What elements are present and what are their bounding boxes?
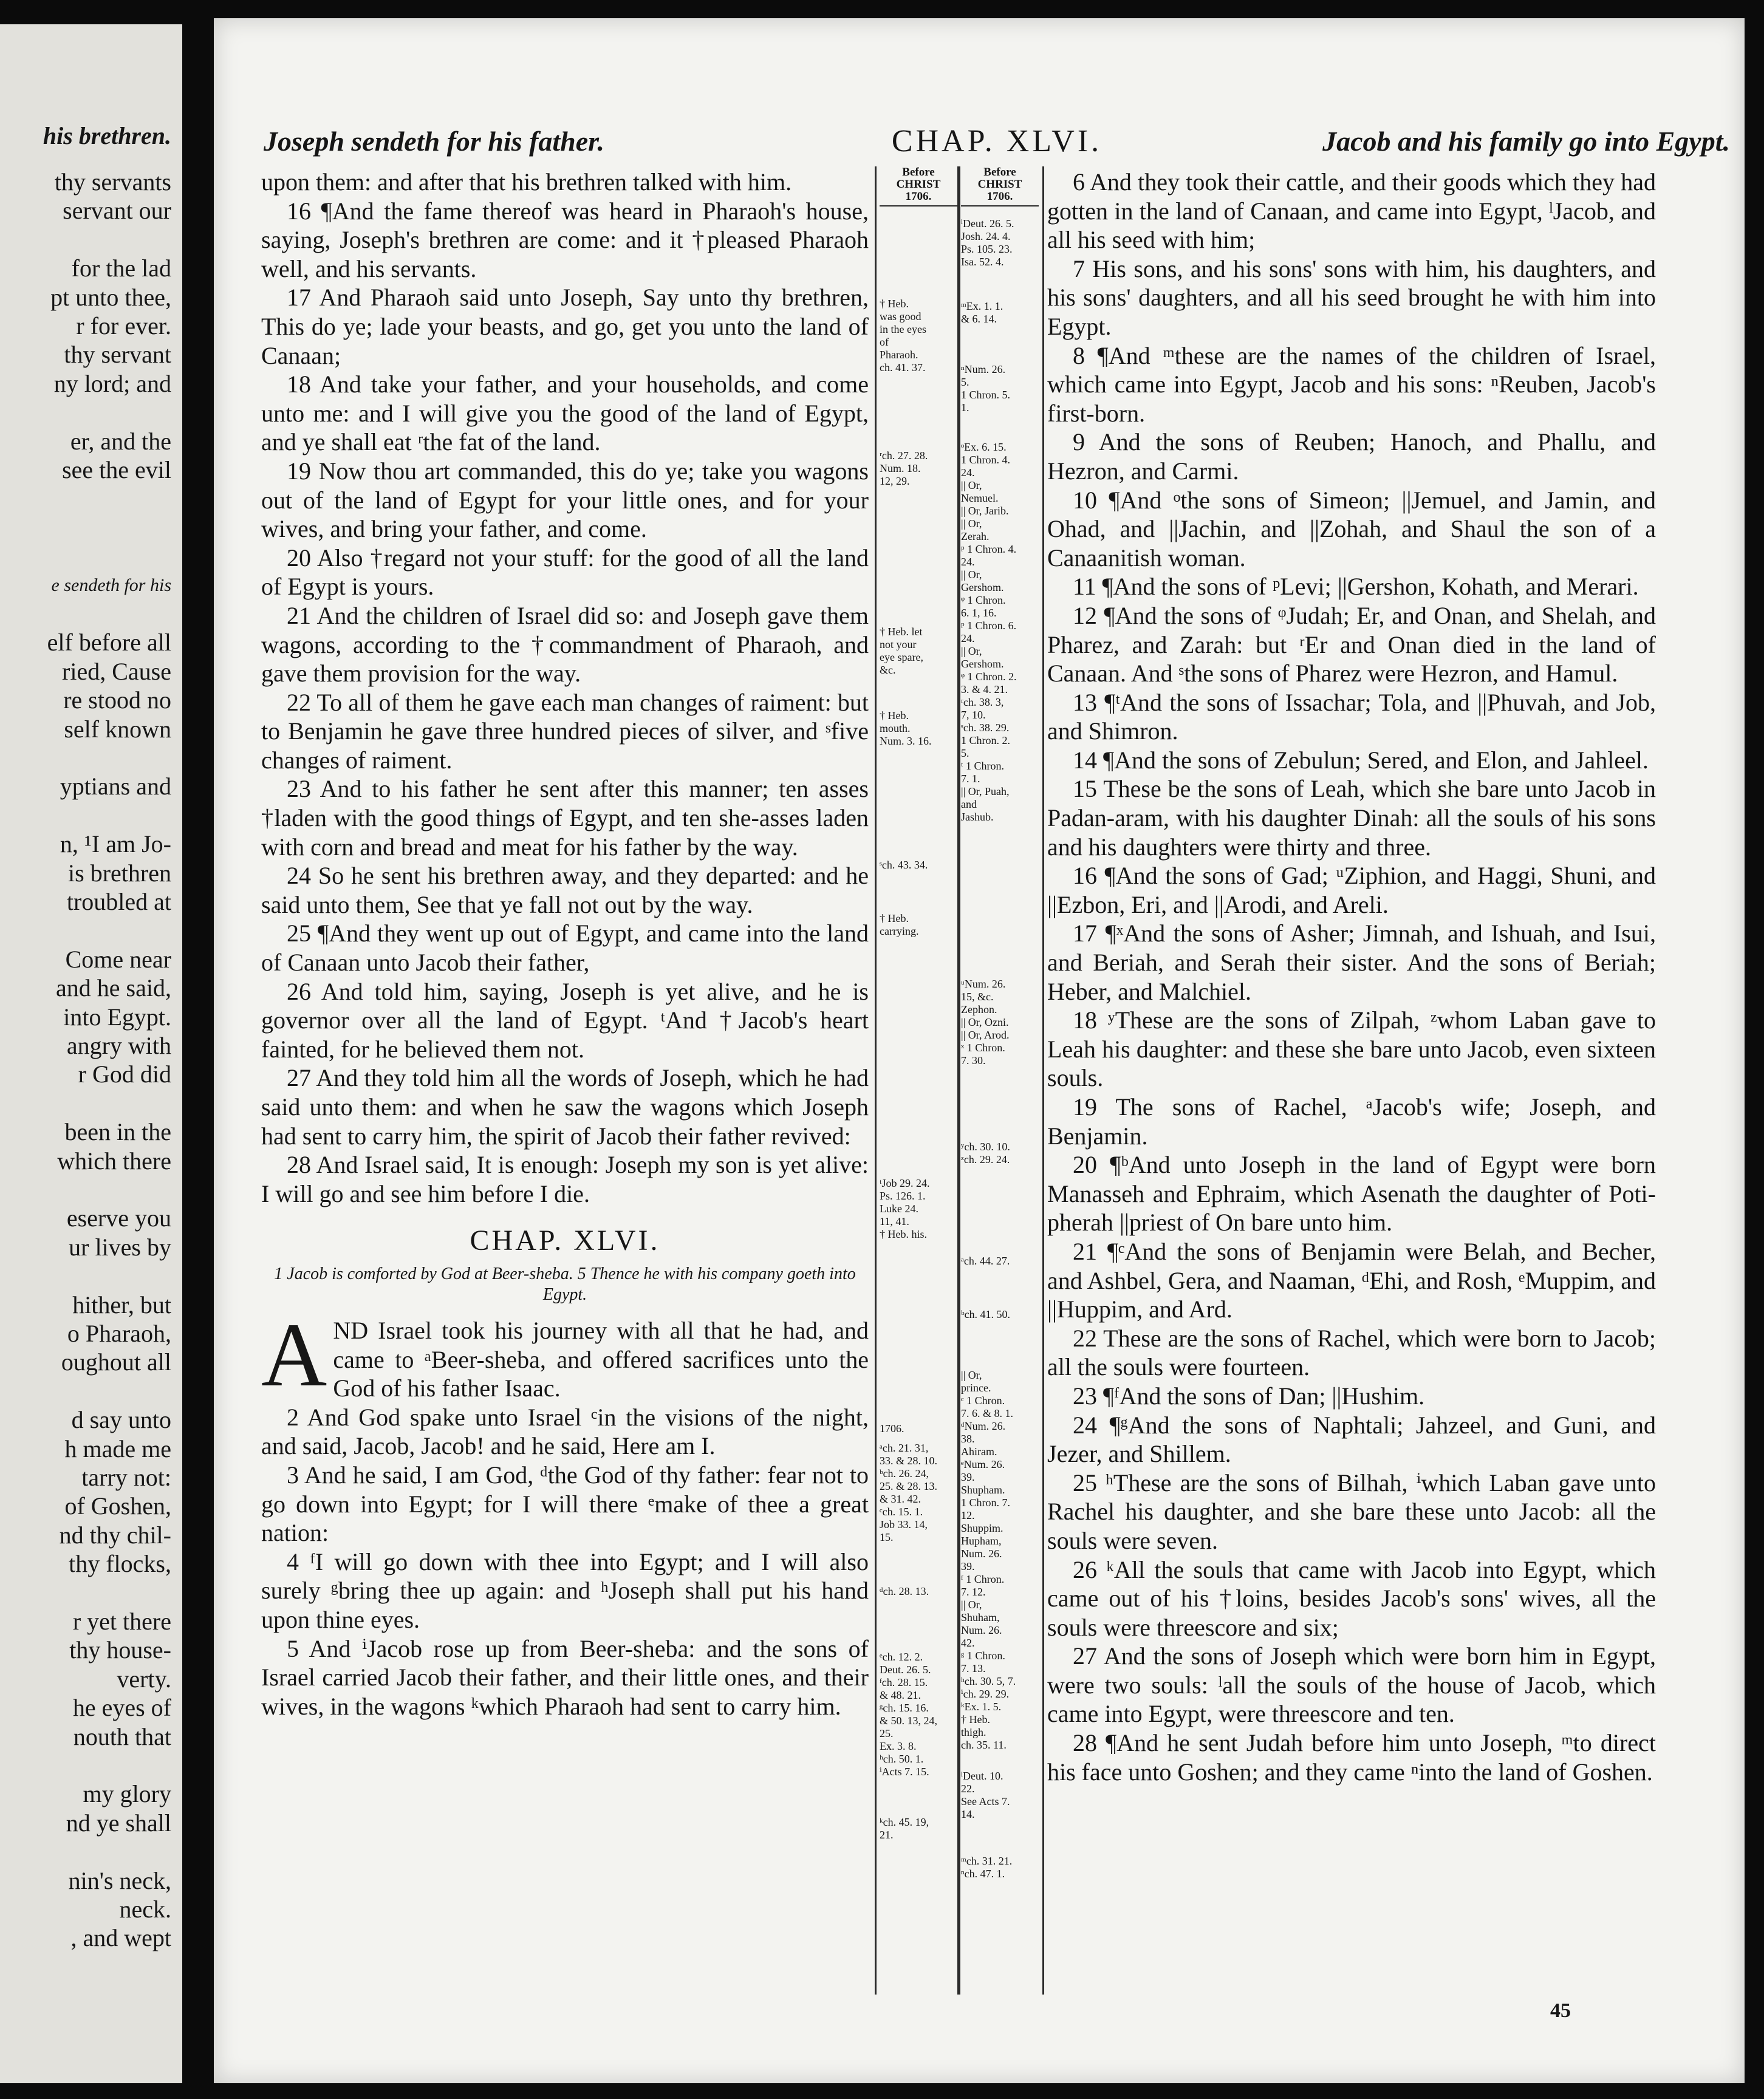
margin-header-year: 1706. — [986, 190, 1013, 203]
verse: 19 Now thou art commanded, this do ye; take you wagons out of the land of Egypt for your little ones, and for your wives, and bring your father, and come. — [261, 457, 869, 543]
chapter-heading: CHAP. XLVI. — [470, 1224, 660, 1257]
verse: 18 And take your father, and your households, and come unto me: and I will give you the good of the land of Egypt, and ye shall eat ʳthe fat of the land. — [261, 370, 869, 456]
margin-header — [880, 166, 957, 206]
drop-cap: A — [261, 1304, 327, 1405]
margin-reference: ᵏch. 45. 19, 21. — [880, 1816, 929, 1841]
page-number: 45 — [1550, 1999, 1571, 2022]
previous-page-line: troubled at — [66, 888, 171, 915]
margin-header-year: 1706. — [905, 190, 932, 203]
previous-page-line: eserve you — [66, 1204, 171, 1232]
column-rule — [875, 166, 877, 1995]
margin-reference: ʳch. 27. 28. Num. 18. 12, 29. — [880, 449, 928, 487]
verse: 9 And the sons of Reuben; Hanoch, and Phallu, and Hezron, and Carmi. — [1047, 428, 1656, 485]
verse: 7 His sons, and his sons' sons with him, his daughters, and his sons' daughters, and all his seed brought he with him into Egypt. — [1047, 254, 1656, 340]
verse-1 — [261, 1304, 869, 1405]
bible-page — [214, 18, 1745, 2083]
margin-reference: ᵃch. 21. 31, 33. & 28. 10. ᵇch. 26. 24, 25. & 28. 13. & 31. 42. ᶜch. 15. 1. Job 33. 14, 15. — [880, 1442, 938, 1543]
previous-page-line: Come near — [65, 946, 171, 973]
previous-page-line: nin's neck, — [68, 1867, 171, 1894]
previous-page-line: e sendeth for his — [51, 575, 171, 595]
verse-continuation: upon them: and after that his brethren talked with him. — [261, 168, 792, 196]
previous-page-line: ried, Cause — [62, 658, 171, 685]
verse: 16 ¶And the fame thereof was heard in Pharaoh's house, saying, Joseph's brethren are come: and it †pleased Pharaoh well, and his servants. — [261, 197, 869, 282]
previous-page-line: , and wept — [70, 1924, 171, 1951]
margin-references-left — [880, 166, 957, 1995]
verse: 26 And told him, saying, Joseph is yet alive, and he is governor over all the land of Egypt. ᵗAnd †Jacob's heart fainted, for he believed them not. — [261, 977, 869, 1063]
margin-reference: ᵐEx. 1. 1. & 6. 14. — [961, 300, 1003, 325]
previous-page-line: d say unto — [71, 1406, 171, 1433]
verse: 18 ʸThese are the sons of Zilpah, ᶻwhom Laban gave to Leah his daughter: and these she bare unto Jacob, even sixteen souls. — [1047, 1006, 1656, 1092]
running-head-right: Jacob and his family go into Egypt. — [1322, 126, 1730, 157]
verse: 15 These be the sons of Leah, which she bare unto Jacob in Padan-aram, with his daughter Dinah: all the souls of his sons and his daughters were thirty and three. — [1047, 775, 1656, 861]
verse-list — [261, 1403, 869, 1721]
previous-page-line: tarry not: — [81, 1464, 171, 1491]
verse: 4 ᶠI will go down with thee into Egypt; and I will also surely ᵍbring thee up again: and ʰJoseph shall put his hand upon thine eyes. — [261, 1548, 869, 1633]
previous-page-line: pt unto thee, — [50, 284, 171, 311]
margin-reference: 1706. — [880, 1422, 904, 1435]
previous-page-line: which there — [57, 1147, 171, 1175]
verse: 25 ¶And they went up out of Egypt, and came into the land of Canaan unto Jacob their father, — [261, 920, 869, 977]
margin-reference: || Or, prince. ᶜ 1 Chron. 7. 6. & 8. 1. ᵈNum. 26. 38. Ahiram. ᵉNum. 26. 39. Shupham. 1 Chron. 7. 12. Shuppim. Hupham, Num. 26. 39. ᶠ 1 Chron. 7. 12. || Or, Shuham, Num. 26. 42. ᵍ 1 Chron. 7. 13. ʰch. 30. 5, 7. ⁱch. 29. 29. ᵏEx. 1. 5. † Heb. thigh. ch. 35. 11. — [961, 1369, 1016, 1751]
verse: 21 And the children of Israel did so: and Joseph gave them wagons, according to the †commandment of Pharaoh, and gave them provision for the way. — [261, 601, 869, 688]
verse: 8 ¶And ᵐthese are the names of the children of Israel, which came into Egypt, Jacob and his sons: ⁿReuben, Jacob's first-born. — [1047, 341, 1656, 427]
verse: 23 And to his father he sent after this manner; ten asses †laden with the good things of Egypt, and ten she-asses laden with corn and bread and meat for his father by the way. — [261, 775, 869, 861]
margin-reference: † Heb. let not your eye spare, &c. — [880, 626, 923, 676]
previous-page-line: er, and the — [70, 428, 171, 455]
margin-reference: ᵘNum. 26. 15, &c. Zephon. || Or, Ozni. || Or, Arod. ˣ 1 Chron. 7. 30. — [961, 978, 1010, 1067]
previous-page-line: nouth that — [73, 1723, 171, 1750]
verse: 28 And Israel said, It is enough: Joseph my son is yet alive: I will go and see him before I die. — [261, 1151, 869, 1207]
previous-page-line: of Goshen, — [64, 1492, 171, 1520]
margin-reference: ᵗJob 29. 24. Ps. 126. 1. Luke 24. 11, 41. † Heb. his. — [880, 1177, 930, 1240]
verse: 27 And they told him all the words of Joseph, which he had said unto them: and when he saw the wagons which Joseph had sent to carry him, the spirit of Jacob their father revived: — [261, 1064, 869, 1150]
previous-page-line: see the evil — [62, 456, 171, 483]
previous-page-line: my glory — [83, 1780, 171, 1807]
verse: 12 ¶And the sons of ᵠJudah; Er, and Onan, and Shelah, and Pharez, and Zarah: but ʳEr and Onan died in the land of Canaan. And ˢthe sons of Pharez were Hezron, and Hamul. — [1047, 601, 1656, 688]
previous-page-line: hither, but — [72, 1291, 171, 1319]
previous-page-line: into Egypt. — [63, 1003, 171, 1031]
previous-page-line: nd thy chil- — [59, 1521, 171, 1549]
previous-page-line: o Pharaoh, — [67, 1320, 171, 1347]
margin-reference: † Heb. carrying. — [880, 912, 919, 937]
verse: 13 ¶ᵗAnd the sons of Issachar; Tola, and ||Phuvah, and Job, and Shimron. — [1047, 688, 1656, 745]
previous-page-line: thy flocks, — [69, 1550, 171, 1577]
verse: 17 And Pharaoh said unto Joseph, Say unto thy brethren, This do ye; lade your beasts, and go, get you unto the land of Canaan; — [261, 284, 869, 369]
previous-page-line: r yet there — [72, 1608, 171, 1635]
verse: 19 The sons of Rachel, ᵃJacob's wife; Joseph, and Benjamin. — [1047, 1093, 1656, 1150]
previous-page-line: oughout all — [61, 1348, 171, 1376]
previous-page-line: is brethren — [68, 859, 171, 887]
verse: 26 ᵏAll the souls that came with Jacob into Egypt, which came out of his †loins, besides Jacob's sons' wives, all the souls were threescore and six; — [1047, 1555, 1656, 1641]
verse: 28 ¶And he sent Judah before him unto Joseph, ᵐto direct his face unto Goshen; and they came ⁿinto the land of Goshen. — [1047, 1729, 1656, 1786]
verse: 27 And the sons of Joseph which were born him in Egypt, were two souls: ˡall the souls of the house of Jacob, which came into Egypt, were threescore and ten. — [1047, 1642, 1656, 1728]
previous-page-line: angry with — [66, 1032, 171, 1059]
previous-page-line: re stood no — [63, 686, 171, 714]
previous-page-line: h made me — [64, 1435, 171, 1462]
right-text-column — [1047, 168, 1656, 1786]
previous-page-line: self known — [64, 715, 171, 743]
previous-page-line: r for ever. — [76, 312, 171, 340]
running-head-left: Joseph sendeth for his father. — [264, 126, 605, 157]
previous-page-line: and he said, — [56, 974, 171, 1002]
previous-page-line: r God did — [78, 1060, 171, 1088]
previous-page-line: elf before all — [47, 629, 171, 656]
running-head-chapter: CHAP. XLVI. — [891, 124, 1102, 159]
margin-header-label: Before CHRIST — [977, 166, 1022, 191]
verse: 3 And he said, I am God, ᵈthe God of thy father: fear not to go down into Egypt; for I will there ᵉmake of thee a great nation: — [261, 1461, 869, 1547]
previous-page-line: yptians and — [60, 773, 171, 800]
margin-reference: ⁿNum. 26. 5. 1 Chron. 5. 1. — [961, 363, 1010, 414]
verse: 22 These are the sons of Rachel, which were born to Jacob; all the souls were fourteen. — [1047, 1324, 1656, 1381]
verse: 17 ¶ˣAnd the sons of Asher; Jimnah, and Ishuah, and Isui, and Beriah, and Serah their sister. And the sons of Beriah; Heber, and Malchiel. — [1047, 920, 1656, 1005]
column-rule — [1042, 166, 1044, 1995]
chapter-summary: 1 Jacob is comforted by God at Beer-sheba. 5 Thence he with his company goeth into Egypt. — [274, 1264, 856, 1304]
margin-reference: ˡDeut. 10. 22. See Acts 7. 14. — [961, 1770, 1010, 1820]
previous-page-line: ny lord; and — [53, 370, 171, 397]
margin-reference: † Heb. was good in the eyes of Pharaoh. ch. 41. 37. — [880, 298, 926, 374]
previous-page-line: for the lad — [71, 254, 171, 282]
margin-header — [961, 166, 1039, 206]
verse: 14 ¶And the sons of Zebulun; Sered, and Elon, and Jahleel. — [1073, 746, 1649, 774]
running-head — [264, 123, 1730, 160]
margin-reference: ᵐch. 31. 21. ⁿch. 47. 1. — [961, 1855, 1013, 1880]
verse: 24 ¶ᵍAnd the sons of Naphtali; Jahzeel, and Guni, and Jezer, and Shillem. — [1047, 1411, 1656, 1468]
margin-reference: ᵉch. 12. 2. Deut. 26. 5. ᶠch. 28. 15. & 48. 21. ᵍch. 15. 16. & 50. 13, 24, 25. Ex. 3. 8. ʰch. 50. 1. ⁱActs 7. 15. — [880, 1651, 938, 1778]
verse: 24 So he sent his brethren away, and they departed: and he said unto them, See that ye fall not out by the way. — [261, 862, 869, 918]
margin-reference: ˢch. 43. 34. — [880, 859, 928, 871]
verse: 10 ¶And ᵒthe sons of Simeon; ||Jemuel, and Jamin, and Ohad, and ||Jachin, and ||Zohah, and Shaul the son of a Canaanitish woman. — [1047, 486, 1656, 572]
verse: 2 And God spake unto Israel ᶜin the visions of the night, and said, Jacob, Jacob! and he said, Here am I. — [261, 1403, 869, 1460]
verse: 25 ʰThese are the sons of Bilhah, ⁱwhich Laban gave unto Rachel his daughter, and she bare these unto Jacob: all the souls were seven. — [1047, 1469, 1656, 1554]
left-text-column — [261, 168, 869, 1721]
verse: 23 ¶ᶠAnd the sons of Dan; ||Hushim. — [1073, 1382, 1425, 1410]
previous-page-running-head: his brethren. — [43, 122, 171, 149]
previous-page-line: servant our — [63, 197, 171, 224]
previous-page-line: thy servant — [64, 341, 171, 368]
margin-reference: ᵇch. 41. 50. — [961, 1308, 1011, 1320]
verse: 16 ¶And the sons of Gad; ᵘZiphion, and Haggi, Shuni, and ||Ezbon, Eri, and ||Arodi, and Areli. — [1047, 862, 1656, 918]
previous-page-line: n, ¹I am Jo- — [60, 830, 171, 858]
verse: 20 ¶ᵇAnd unto Joseph in the land of Egypt were born Manasseh and Ephraim, which Asenath the daughter of Poti-pherah ||priest of On bare unto him. — [1047, 1151, 1656, 1237]
previous-page-line: thy servants — [54, 168, 171, 196]
previous-page-line: been in the — [64, 1118, 171, 1145]
previous-page-line: he eyes of — [72, 1694, 171, 1721]
previous-page-line: neck. — [119, 1896, 171, 1923]
verse: 20 Also †regard not your stuff: for the good of all the land of Egypt is yours. — [261, 544, 869, 601]
margin-reference: ˡDeut. 26. 5. Josh. 24. 4. Ps. 105. 23. Isa. 52. 4. — [961, 217, 1014, 268]
margin-references-right — [961, 166, 1039, 1995]
verse-1-text: ND Israel took his journey with all that he had, and came to ᵃBeer-sheba, and offered sacrifices unto the God of his father Isaac. — [333, 1316, 869, 1402]
verse: 22 To all of them he gave each man changes of raiment: but to Benjamin he gave three hundred pieces of silver, and ˢfive changes of raiment. — [261, 688, 869, 774]
margin-reference: ʸch. 30. 10. ᶻch. 29. 24. — [961, 1141, 1010, 1166]
margin-reference: † Heb. mouth. Num. 3. 16. — [880, 709, 932, 747]
margin-reference: ᵒEx. 6. 15. 1 Chron. 4. 24. || Or, Nemuel. || Or, Jarib. || Or, Zerah. ᵖ 1 Chron. 4. 24. || Or, Gershom. ᵠ 1 Chron. 6. 1, 16. ᵖ 1 Chron. 6. 24. || Or, Gershom. ᵠ 1 Chron. 2. 3. & 4. 21. ʳch. 38. 3, 7, 10. ˢch. 38. 29. 1 Chron. 2. 5. ᵗ 1 Chron. 7. 1. || Or, Puah, and Jashub. — [961, 441, 1017, 823]
margin-header-label: Before CHRIST — [896, 166, 941, 191]
margin-reference: ᵈch. 28. 13. — [880, 1585, 929, 1597]
margin-reference: ᵃch. 44. 27. — [961, 1255, 1010, 1267]
verse: 6 And they took their cattle, and their goods which they had gotten in the land of Canaan, and came into Egypt, ˡJacob, and all his seed with him; — [1047, 168, 1656, 254]
previous-page-edge — [0, 24, 182, 2083]
verse: 11 ¶And the sons of ᵖLevi; ||Gershon, Kohath, and Merari. — [1073, 573, 1639, 601]
verse: 5 And ⁱJacob rose up from Beer-sheba: and the sons of Israel carried Jacob their father, and their little ones, and their wives, in the wagons ᵏwhich Pharaoh had sent to carry him. — [261, 1634, 869, 1720]
verse: 21 ¶ᶜAnd the sons of Benjamin were Belah, and Becher, and Ashbel, Gera, and Naaman, ᵈEhi, and Rosh, ᵉMuppim, and ||Huppim, and Ard. — [1047, 1237, 1656, 1323]
verse-list — [261, 197, 869, 1209]
previous-page-line: thy house- — [69, 1636, 171, 1664]
previous-page-line: nd ye shall — [66, 1809, 171, 1837]
column-rule — [959, 166, 960, 1995]
previous-page-line: ur lives by — [69, 1234, 171, 1261]
previous-page-line: verty. — [117, 1665, 171, 1693]
